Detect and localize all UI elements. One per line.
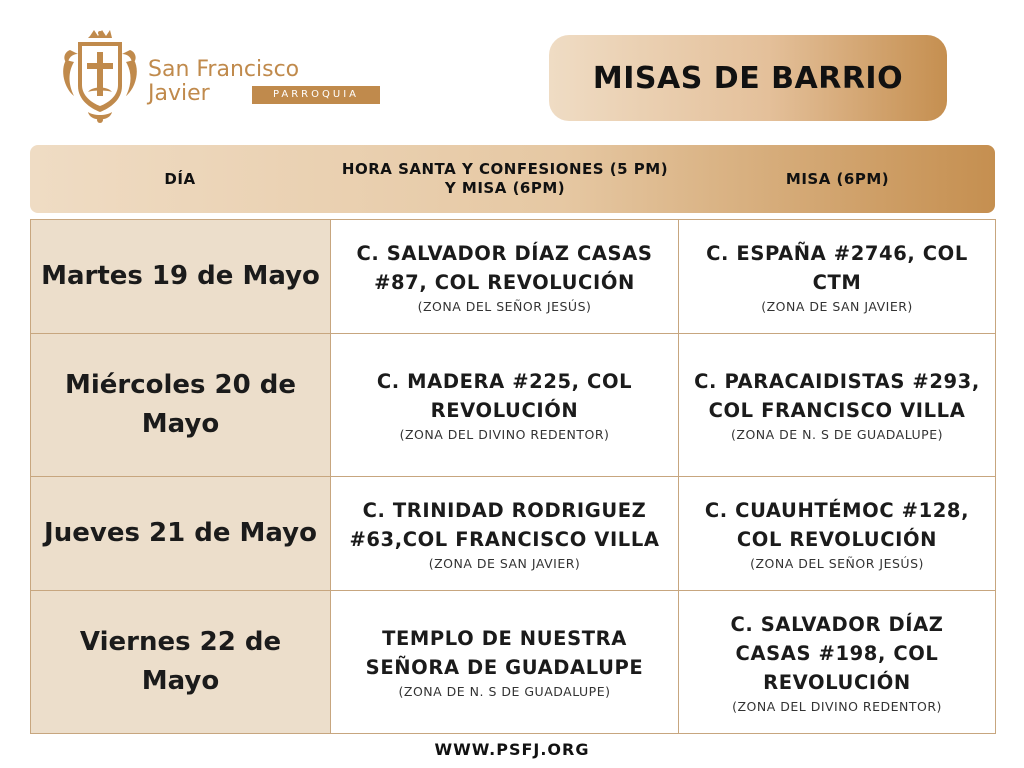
- day-cell: Martes 19 de Mayo: [31, 220, 331, 334]
- hora-santa-cell: [331, 591, 679, 734]
- header-hora-santa: [330, 145, 680, 213]
- table-row: [31, 334, 996, 477]
- address: C. SALVADOR DÍAZ CASAS #198, COL REVOLUCIÓN: [730, 612, 944, 694]
- zone: (ZONA DE SAN JAVIER): [761, 298, 913, 314]
- page-title: MISAS DE BARRIO: [592, 60, 904, 96]
- zone: (ZONA DEL DIVINO REDENTOR): [732, 698, 942, 714]
- website-link[interactable]: WWW.PSFJ.ORG: [434, 740, 590, 759]
- misa-cell: [679, 591, 996, 734]
- day-cell: Viernes 22 de Mayo: [31, 591, 331, 734]
- address: C. PARACAIDISTAS #293, COL FRANCISCO VILLA: [694, 370, 980, 422]
- parish-logo: [60, 30, 390, 125]
- header-hora-santa-line2: Y MISA (6PM): [444, 179, 566, 197]
- zone: (ZONA DEL SEÑOR JESÚS): [417, 298, 592, 314]
- title-banner: [549, 35, 947, 121]
- zone: (ZONA DEL SEÑOR JESÚS): [750, 555, 924, 571]
- day-cell: Miércoles 20 de Mayo: [31, 334, 331, 477]
- misa-cell: [679, 334, 996, 477]
- crest-icon: [60, 30, 140, 125]
- address: C. CUAUHTÉMOC #128, COL REVOLUCIÓN: [704, 498, 970, 551]
- zone: (ZONA DE N. S DE GUADALUPE): [731, 427, 943, 442]
- zone: (ZONA DE SAN JAVIER): [428, 555, 581, 571]
- header-day: DÍA: [164, 169, 196, 188]
- address: C. ESPAÑA #2746, COL CTM: [706, 241, 968, 294]
- schedule-table: [30, 219, 996, 734]
- address: C. MADERA #225, COL REVOLUCIÓN: [376, 370, 633, 422]
- zone: (ZONA DEL DIVINO REDENTOR): [399, 427, 610, 442]
- table-row: [31, 477, 996, 591]
- day-cell: Jueves 21 de Mayo: [31, 477, 331, 591]
- zone: (ZONA DE N. S DE GUADALUPE): [398, 684, 611, 699]
- parish-name-line2: Javier: [148, 81, 210, 106]
- hora-santa-cell: [331, 477, 679, 591]
- parish-tagline: PARROQUIA: [252, 86, 380, 104]
- address: TEMPLO DE NUESTRA SEÑORA DE GUADALUPE: [365, 627, 644, 679]
- address: C. SALVADOR DÍAZ CASAS #87, COL REVOLUCIÓN: [356, 241, 653, 294]
- misa-cell: [679, 220, 996, 334]
- hora-santa-cell: [331, 220, 679, 334]
- header-misa: MISA (6PM): [785, 169, 890, 188]
- table-row: [31, 220, 996, 334]
- table-row: [31, 591, 996, 734]
- address: C. TRINIDAD RODRIGUEZ #63,COL FRANCISCO VILLA: [349, 498, 660, 551]
- misa-cell: [679, 477, 996, 591]
- hora-santa-cell: [331, 334, 679, 477]
- header-hora-santa-line1: HORA SANTA Y CONFESIONES (5 PM): [341, 160, 669, 178]
- parish-name-line1: San Francisco: [148, 57, 300, 82]
- table-header: [30, 145, 995, 213]
